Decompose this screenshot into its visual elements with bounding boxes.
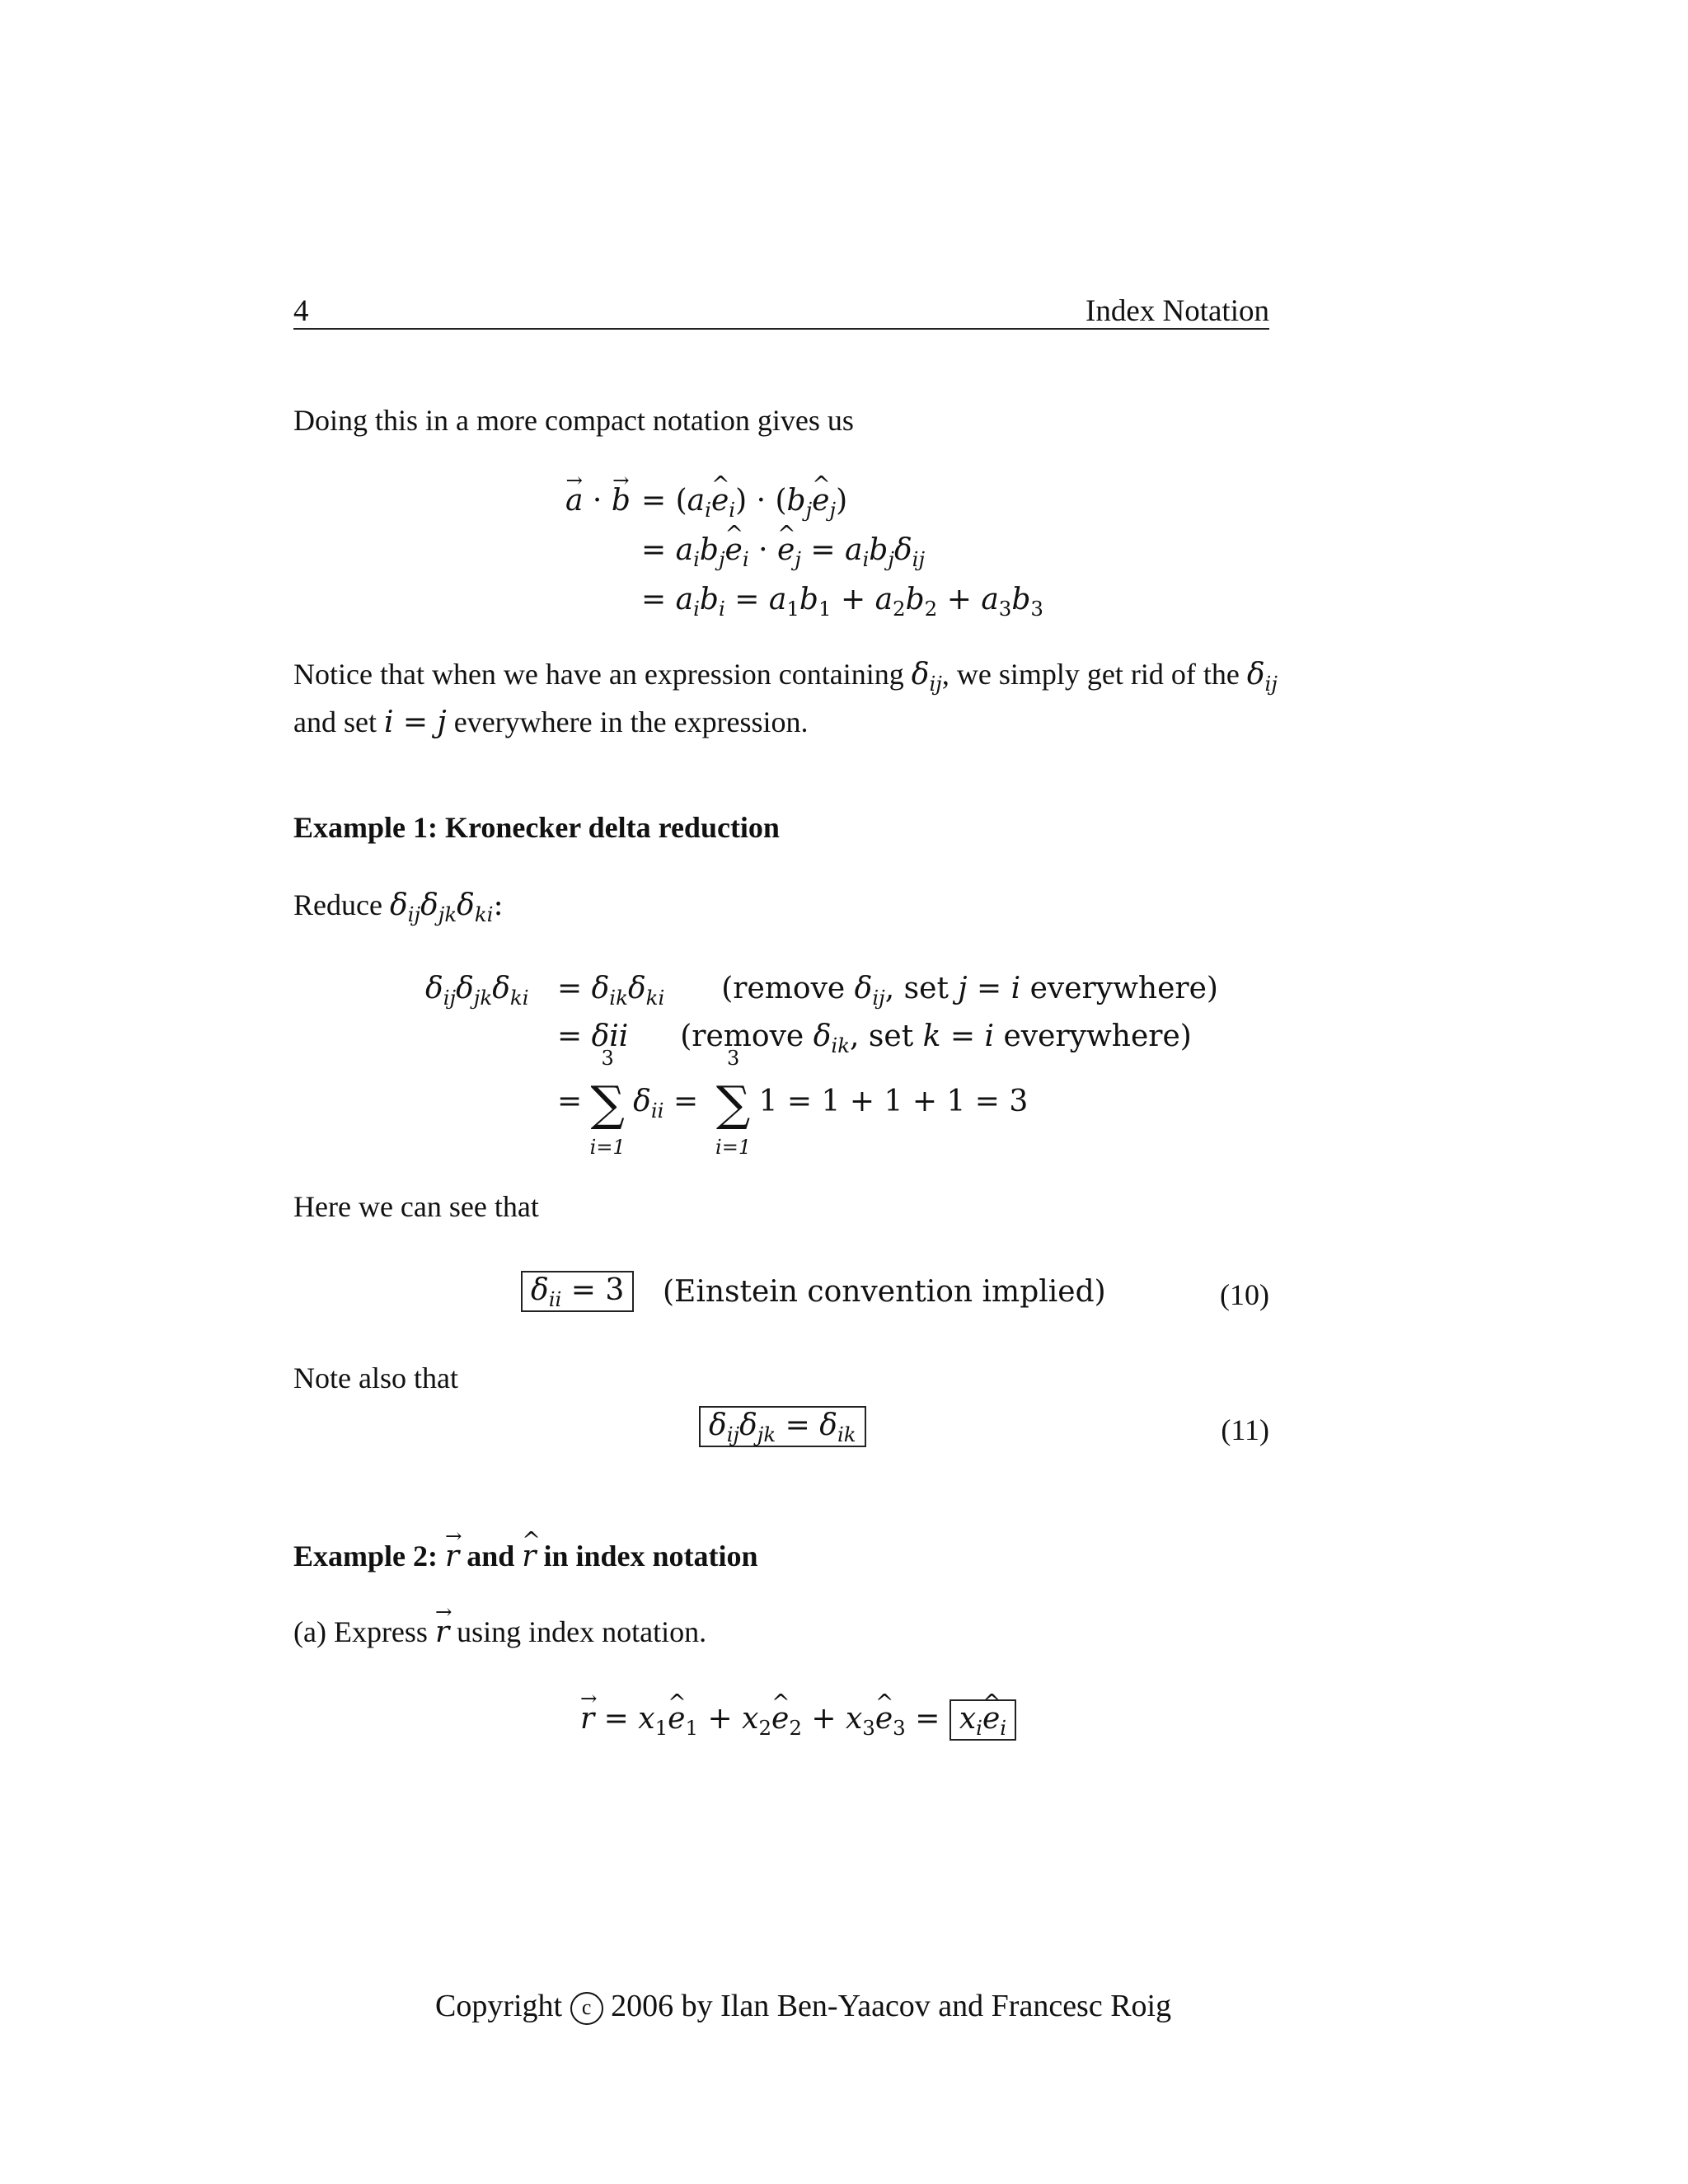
dot-product-line-1: = ($a_i\^{}$ $e_i$) · ($b_j\^{}$ $e_j$) bbox=[641, 486, 847, 516]
step1-note-b: set bbox=[903, 972, 949, 1005]
example-2-heading-a: Example 2: bbox=[293, 1540, 438, 1572]
intro-paragraph: Doing this in a more compact notation gives us bbox=[293, 404, 854, 437]
r-vector-equation: → $r = x_1\^{}$ $e_1$ + $x_2\^{}$ $e_2$ + $x_3\^{}$ $e_3$ = $x_i\^{}$ $e_i$ bbox=[580, 1699, 1016, 1741]
notice-line-1: Notice that when we have an expression containing $\delta_{ij}$, we simply get rid of the $\delta_{ij}$ bbox=[293, 658, 1278, 696]
summation-2: 3 ∑ i=1 bbox=[715, 1047, 752, 1159]
dot-product-line-3: = $a_ib_i = a_1b_1 + a_2b_2 + a_3b_3$ bbox=[641, 583, 1043, 621]
kronecker-step-1: = $\delta_{ik}\delta_{ki}$ (remove $\delta_{ij}$, set j = i everywhere) bbox=[557, 972, 1218, 1010]
reduce-label: Reduce bbox=[293, 888, 382, 921]
copyright-symbol-icon: c bbox=[570, 1992, 603, 2025]
copyright-label: Copyright bbox=[435, 1989, 563, 2023]
note-paragraph: Note also that bbox=[293, 1361, 458, 1394]
equation-11-number: (11) bbox=[1221, 1413, 1269, 1446]
running-title: Index Notation bbox=[1085, 294, 1269, 328]
step1-note-c: everywhere) bbox=[1029, 972, 1218, 1005]
step2-note-a: (remove bbox=[680, 1019, 804, 1053]
reduce-statement: Reduce $\delta_{ij}\delta_{jk}\delta_{ki}$: bbox=[293, 888, 504, 926]
page-number: 4 bbox=[293, 294, 309, 328]
example-2-heading-b: in index notation bbox=[543, 1540, 758, 1572]
summation-1: 3 ∑ i=1 bbox=[589, 1047, 626, 1159]
equation-10-box: $\delta_{ii} = 3$ bbox=[521, 1271, 634, 1312]
part-a-statement: (a) Express → r using index notation. bbox=[293, 1617, 706, 1647]
equation-10-number: (10) bbox=[1220, 1278, 1269, 1311]
notice-line-2: and set i = j everywhere in the expression. bbox=[293, 705, 809, 739]
step1-note-a: (remove bbox=[721, 972, 846, 1005]
notice-text-b: , we simply get rid of the bbox=[941, 658, 1240, 691]
notice-text-c: and set bbox=[293, 705, 377, 738]
dot-product-line-2: = $a_ib_j\^{}$ $e_i$ · ^ $e_j = a_ib_j\delta_{ij}$ bbox=[641, 536, 925, 565]
header-rule bbox=[293, 328, 1269, 330]
kronecker-step-3: = 3 ∑ i=1 $\delta_{ii}$ = 3 ∑ i=1 1 = 1 + 1 + 1 = 3 bbox=[557, 1047, 1029, 1159]
step2-note-b: set bbox=[868, 1019, 914, 1053]
copyright-footer bbox=[435, 1988, 1171, 2025]
step2-note-c: everywhere) bbox=[1003, 1019, 1192, 1053]
part-a-text-b: using index notation. bbox=[457, 1615, 707, 1648]
copyright-text: 2006 by Ilan Ben-Yaacov and Francesc Roig bbox=[611, 1989, 1172, 2023]
kronecker-lhs: $\delta_{ij}\delta_{jk}\delta_{ki}$ bbox=[425, 972, 529, 1010]
example-1-heading: Example 1: Kronecker delta reduction bbox=[293, 811, 780, 844]
example-2-heading-and: and bbox=[467, 1540, 515, 1572]
dot-product-lhs: → a · → b bbox=[565, 486, 631, 516]
notice-text-a: Notice that when we have an expression containing bbox=[293, 658, 904, 691]
part-a-text: (a) Express bbox=[293, 1615, 428, 1648]
notice-text-d: everywhere in the expression. bbox=[453, 705, 809, 738]
equation-10-note: (Einstein convention implied) bbox=[663, 1275, 1106, 1309]
example-2-heading: Example 2: → r and ^ r in index notation bbox=[293, 1541, 758, 1572]
here-paragraph: Here we can see that bbox=[293, 1190, 539, 1223]
equation-11-box: $\delta_{ij}\delta_{jk} = \delta_{ik}$ bbox=[699, 1406, 866, 1447]
kronecker-step-2: = δii (remove $\delta_{ik}$, set k = i everywhere) bbox=[557, 1019, 1192, 1057]
